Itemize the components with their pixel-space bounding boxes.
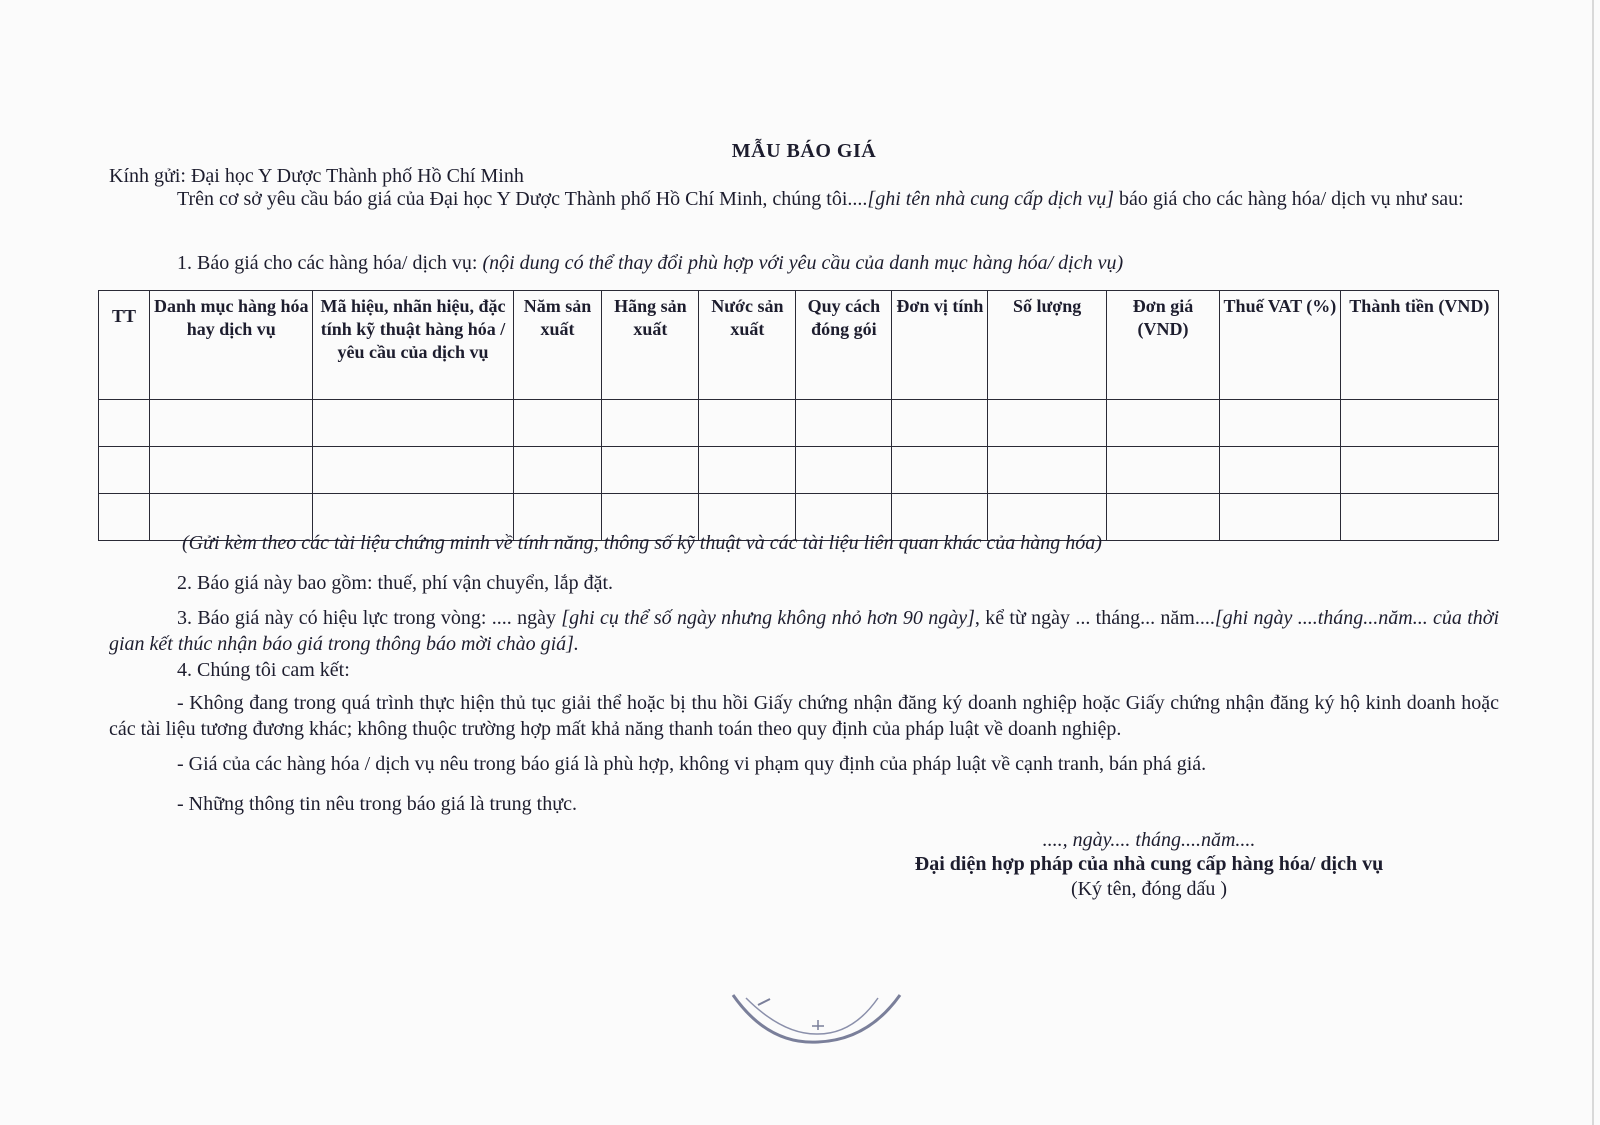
signature-role: Đại diện hợp pháp của nhà cung cấp hàng hóa/ dịch vụ (914, 853, 1384, 875)
column-header: Thuế VAT (%) (1220, 291, 1340, 400)
table-cell (602, 400, 699, 447)
attachment-note: (Gửi kèm theo các tài liệu chứng minh về tính năng, thông số kỹ thuật và các tài liệu liên quan khác của hàng hóa) (182, 532, 1102, 554)
document-title: MẪU BÁO GIÁ (731, 140, 877, 162)
column-header: Đơn vị tính (892, 291, 988, 400)
column-header: Năm sản xuất (513, 291, 602, 400)
recipient-line: Kính gửi: Đại học Y Dược Thành phố Hồ Chí Minh (109, 165, 524, 187)
column-header: Đơn giá (VND) (1106, 291, 1219, 400)
column-header: Mã hiệu, nhãn hiệu, đặc tính kỹ thuật hàng hóa / yêu cầu của dịch vụ (313, 291, 513, 400)
table-cell (892, 447, 988, 494)
item-1-text: 1. Báo giá cho các hàng hóa/ dịch vụ: (177, 252, 483, 274)
table-header-row (99, 291, 1499, 400)
table-cell (796, 447, 892, 494)
table-cell (1220, 447, 1340, 494)
column-header: Nước sản xuất (699, 291, 796, 400)
table-cell (1220, 400, 1340, 447)
commitment-3: - Những thông tin nêu trong báo giá là trung thực. (177, 793, 577, 815)
table-cell (513, 447, 602, 494)
column-header: Hãng sản xuất (602, 291, 699, 400)
item-3 (109, 605, 1499, 657)
table-cell (988, 447, 1106, 494)
intro-paragraph (109, 186, 1499, 212)
table-cell (699, 447, 796, 494)
column-header: Quy cách đóng gói (796, 291, 892, 400)
table-cell (150, 400, 313, 447)
table-cell (313, 400, 513, 447)
intro-text: Trên cơ sở yêu cầu báo giá của Đại học Y Dược Thành phố Hồ Chí Minh, chúng tôi.... (177, 188, 868, 210)
table-cell (602, 447, 699, 494)
commitment-2: - Giá của các hàng hóa / dịch vụ nêu trong báo giá là phù hợp, không vi phạm quy định của pháp luật về cạnh tranh, bán phá giá. (177, 753, 1207, 775)
stamp-mark (728, 990, 908, 1060)
table-cell (1106, 400, 1219, 447)
quotation-table (98, 290, 1499, 541)
item-3-text: 3. Báo giá này có hiệu lực trong vòng: .... ngày (177, 607, 562, 629)
table-cell (1340, 400, 1498, 447)
table-cell (892, 400, 988, 447)
item-1-note: (nội dung có thể thay đổi phù hợp với yêu cầu của danh mục hàng hóa/ dịch vụ) (482, 252, 1124, 274)
column-header: Danh mục hàng hóa hay dịch vụ (150, 291, 313, 400)
column-header: Thành tiền (VND) (1340, 291, 1498, 400)
table-cell (1106, 447, 1219, 494)
table-cell (313, 447, 513, 494)
table-row (99, 400, 1499, 447)
table-row (99, 447, 1499, 494)
table-cell (796, 400, 892, 447)
table-cell (150, 447, 313, 494)
signature-note: (Ký tên, đóng dấu ) (1070, 878, 1228, 900)
item-2: 2. Báo giá này bao gồm: thuế, phí vận chuyển, lắp đặt. (177, 572, 614, 594)
item-1 (109, 250, 1499, 276)
commitment-1: - Không đang trong quá trình thực hiện thủ tục giải thể hoặc bị thu hồi Giấy chứng nhận đăng ký doanh nghiệp hoặc Giấy chứng nhận đăng ký hộ kinh doanh hoặc các tài liệu tương đương khác; không thuộc trường hợp mất khả năng thanh toán theo quy định của pháp luật về doanh nghiệp. (109, 692, 1499, 740)
table-cell (1340, 447, 1498, 494)
table-cell (99, 447, 150, 494)
table-cell (99, 400, 150, 447)
intro-text-end: báo giá cho các hàng hóa/ dịch vụ như sau: (1114, 188, 1464, 210)
table-cell (988, 400, 1106, 447)
item-3-text-mid: , kể từ ngày ... tháng... năm.... (974, 607, 1215, 629)
item-3-date-note: [ghi ngày ....tháng...năm... của thời gian kết thúc nhận báo giá trong thông báo mời chào giá]. (109, 607, 1499, 655)
signature-date: ...., ngày.... tháng....năm.... (1042, 829, 1256, 851)
intro-placeholder: [ghi tên nhà cung cấp dịch vụ] (867, 188, 1115, 210)
item-4: 4. Chúng tôi cam kết: (177, 659, 350, 681)
item-3-days-note: [ghi cụ thể số ngày nhưng không nhỏ hơn 90 ngày] (561, 607, 975, 629)
table-cell (699, 400, 796, 447)
column-header: Số lượng (988, 291, 1106, 400)
column-header: TT (99, 291, 150, 400)
page-edge (1592, 0, 1594, 1125)
table-cell (513, 400, 602, 447)
table-cell (99, 494, 150, 541)
